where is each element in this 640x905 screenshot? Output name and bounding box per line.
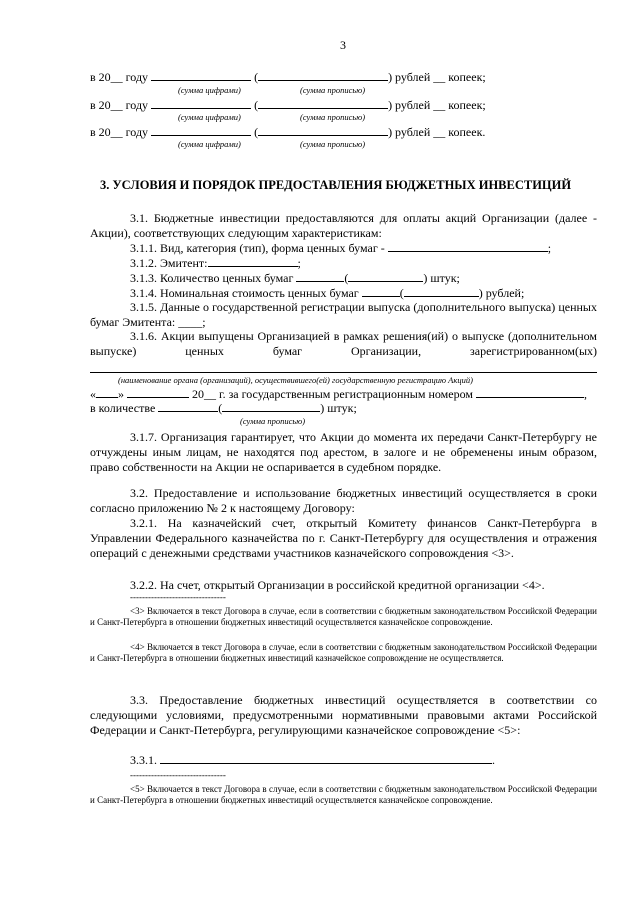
footnote-5: <5> Включается в текст Договора в случае, если в соответствии с бюджетным законодательством Российской Федерации и Санкт-Петербурга в отношении бюджетных инвестиций осуществляется казначейское сопровождение. — [90, 784, 597, 805]
item-3-2-1: 3.2.1. На казначейский счет, открытый Комитету финансов Санкт-Петербурга в Управлении Федерального казначейства по г. Санкт-Петербургу для осуществления и отражения операций с денежными средствами участников казначейского сопровождения <3>. — [90, 516, 597, 560]
payment-suffix: ) рублей __ копеек; — [388, 70, 486, 84]
footnote-separator: -------------------------------- — [130, 770, 226, 780]
paragraph-3-1: 3.1. Бюджетные инвестиции предоставляются для оплаты акций Организации (далее - Акции), соответствующих следующим характеристикам: — [90, 211, 597, 240]
caption-digits: (сумма цифрами) — [178, 85, 241, 95]
quantity-line: в количестве ( ) штук; — [90, 401, 357, 415]
paragraph-3-2: 3.2. Предоставление и использование бюджетных инвестиций осуществляется в сроки согласно приложению № 2 к настоящему Договору: — [90, 486, 597, 515]
item-3-2-2: 3.2.2. На счет, открытый Организации в российской кредитной организации <4>. — [130, 578, 545, 592]
item-3-1-6: 3.1.6. Акции выпущены Организацией в рамках решения(ий) о выпуске (дополнительном выпуске) ценных бумаг Организации, зарегистрированном(ых) — [90, 329, 597, 358]
caption-words: (сумма прописью) — [300, 85, 366, 95]
footnote-3: <3> Включается в текст Договора в случае, если в соответствии с бюджетным законодательством Российской Федерации и Санкт-Петербурга в отношении бюджетных инвестиций осуществляется казначейское сопровождение. — [90, 606, 597, 627]
item-3-1-2: 3.1.2. Эмитент: ; — [130, 256, 301, 270]
registration-line: « » 20__ г. за государственным регистрационным номером , — [90, 387, 587, 401]
payment-year-label: в 20__ году — [90, 98, 149, 112]
payment-row: в 20__ году ( ) рублей __ копеек; — [90, 98, 486, 112]
payment-row: в 20__ году ( ) рублей __ копеек; — [90, 70, 486, 84]
footnote-separator: -------------------------------- — [130, 592, 226, 602]
item-3-1-3: 3.1.3. Количество ценных бумаг ( ) штук; — [130, 271, 460, 285]
item-3-1-7: 3.1.7. Организация гарантирует, что Акции до момента их передачи Санкт-Петербургу не отчуждены иным лицам, не находятся под арестом, в залоге и не обременены иным образом, право собственности на Акции не оспаривается в судебном порядке. — [90, 430, 597, 474]
item-3-1-1: 3.1.1. Вид, категория (тип), форма ценных бумаг - ; — [130, 241, 552, 255]
caption-quantity-words: (сумма прописью) — [240, 416, 306, 426]
section-heading: 3. УСЛОВИЯ И ПОРЯДОК ПРЕДОСТАВЛЕНИЯ БЮДЖЕТНЫХ ИНВЕСТИЦИЙ — [100, 178, 572, 192]
caption-words: (сумма прописью) — [300, 139, 366, 149]
payment-suffix: ) рублей __ копеек. — [388, 125, 486, 139]
paragraph-3-3: 3.3. Предоставление бюджетных инвестиций осуществляется в соответствии со следующими условиями, предусмотренными нормативными правовыми актами Российской Федерации и Санкт-Петербурга, регулирующими казначейское сопровождение <5>: — [90, 693, 597, 737]
caption-organ: (наименование органа (организаций), осуществившего(ей) государственную регистрацию Акций) — [118, 375, 473, 385]
payment-suffix: ) рублей __ копеек; — [388, 98, 486, 112]
item-3-1-5: 3.1.5. Данные о государственной регистрации выпуска (дополнительного выпуска) ценных бумаг Эмитента: ____; — [90, 300, 597, 329]
item-3-3-1: 3.3.1. . — [130, 753, 495, 767]
footnote-4: <4> Включается в текст Договора в случае, если в соответствии с бюджетным законодательством Российской Федерации и Санкт-Петербурга в отношении бюджетных инвестиций казначейское сопровождение не осуществляется. — [90, 642, 597, 663]
payment-year-label: в 20__ году — [90, 70, 149, 84]
organ-blank-line — [90, 372, 597, 373]
payment-year-label: в 20__ году — [90, 125, 149, 139]
caption-digits: (сумма цифрами) — [178, 112, 241, 122]
caption-digits: (сумма цифрами) — [178, 139, 241, 149]
page-number: 3 — [340, 38, 346, 52]
payment-row: в 20__ году ( ) рублей __ копеек. — [90, 125, 486, 139]
item-3-1-4: 3.1.4. Номинальная стоимость ценных бумаг ( ) рублей; — [130, 286, 525, 300]
caption-words: (сумма прописью) — [300, 112, 366, 122]
